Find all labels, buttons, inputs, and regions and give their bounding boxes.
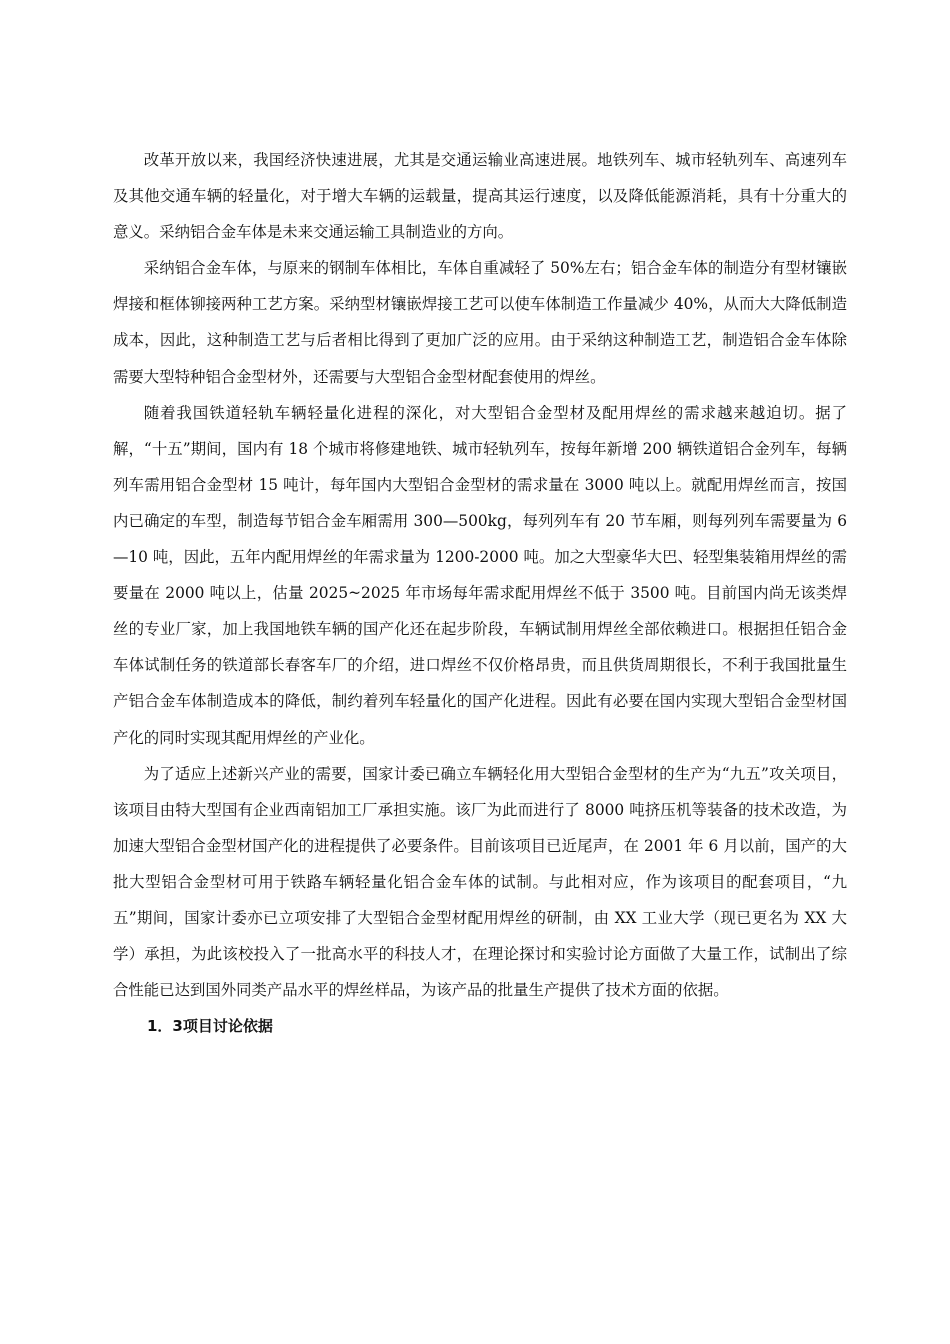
paragraph-4: 为了适应上述新兴产业的需要，国家计委已确立车辆轻化用大型铝合金型材的生产为“九五”攻关项目，该项目由特大型国有企业西南铝加工厂承担实施。该厂为此而进行了 8000 吨挤压机等装备的技术改造，为加速大型铝合金型材国产化的进程提供了必要条件。目前该项目已近尾声，在 2001 年 6 月以前，国产的大批大型铝合金型材可用于铁路车辆轻量化铝合金车体的试制。与此相对应，作为该项目的配套项目，“九五”期间，国家计委亦已立项安排了大型铝合金型材配用焊丝的研制，由 XX 工业大学（现已更名为 XX 大学）承担，为此该校投入了一批高水平的科技人才，在理论探讨和实验讨论方面做了大量工作，试制出了综合性能已达到国外同类产品水平的焊丝样品，为该产品的批量生产提供了技术方面的依据。 (113, 764, 847, 1000)
paragraph-3: 随着我国铁道轻轨车辆轻量化进程的深化，对大型铝合金型材及配用焊丝的需求越来越迫切。据了解，“十五”期间，国内有 18 个城市将修建地铁、城市轻轨列车，按每年新增 200 辆铁道铝合金列车，每辆列车需用铝合金型材 15 吨计，每年国内大型铝合金型材的需求量在 3000 吨以上。就配用焊丝而言，按国内已确定的车型，制造每节铝合金车厢需用 300—500kg，每列列车有 20 节车厢，则每列列车需要量为 6—10 吨，因此，五年内配用焊丝的年需求量为 1200-2000 吨。加之大型豪华大巴、轻型集装箱用焊丝的需要量在 2000 吨以上，估量 2025~2025 年市场每年需求配用焊丝不低于 3500 吨。目前国内尚无该类焊丝的专业厂家，加上我国地铁车辆的国产化还在起步阶段，车辆试制用焊丝全部依赖进口。根据担任铝合金车体试制任务的铁道部长春客车厂的介绍，进口焊丝不仅价格昂贵，而且供货周期很长，不利于我国批量生产铝合金车体制造成本的降低，制约着列车轻量化的国产化进程。因此有必要在国内实现大型铝合金型材国产化的同时实现其配用焊丝的产业化。 (113, 403, 847, 747)
paragraph-1: 改革开放以来，我国经济快速进展，尤其是交通运输业高速进展。地铁列车、城市轻轨列车、高速列车及其他交通车辆的轻量化，对于增大车辆的运载量，提高其运行速度，以及降低能源消耗，具有十分重大的意义。采纳铝合金车体是未来交通运输工具制造业的方向。 (113, 151, 847, 242)
section-heading: 1．3项目讨论依据 (147, 1017, 273, 1036)
document-body (113, 142, 847, 1044)
paragraph-2: 采纳铝合金车体，与原来的钢制车体相比，车体自重减轻了 50%左右；铝合金车体的制造分有型材镶嵌焊接和框体铆接两种工艺方案。采纳型材镶嵌焊接工艺可以使车体制造工作量减少 40%，从而大大降低制造成本，因此，这种制造工艺与后者相比得到了更加广泛的应用。由于采纳这种制造工艺，制造铝合金车体除需要大型特种铝合金型材外，还需要与大型铝合金型材配套使用的焊丝。 (113, 259, 847, 386)
